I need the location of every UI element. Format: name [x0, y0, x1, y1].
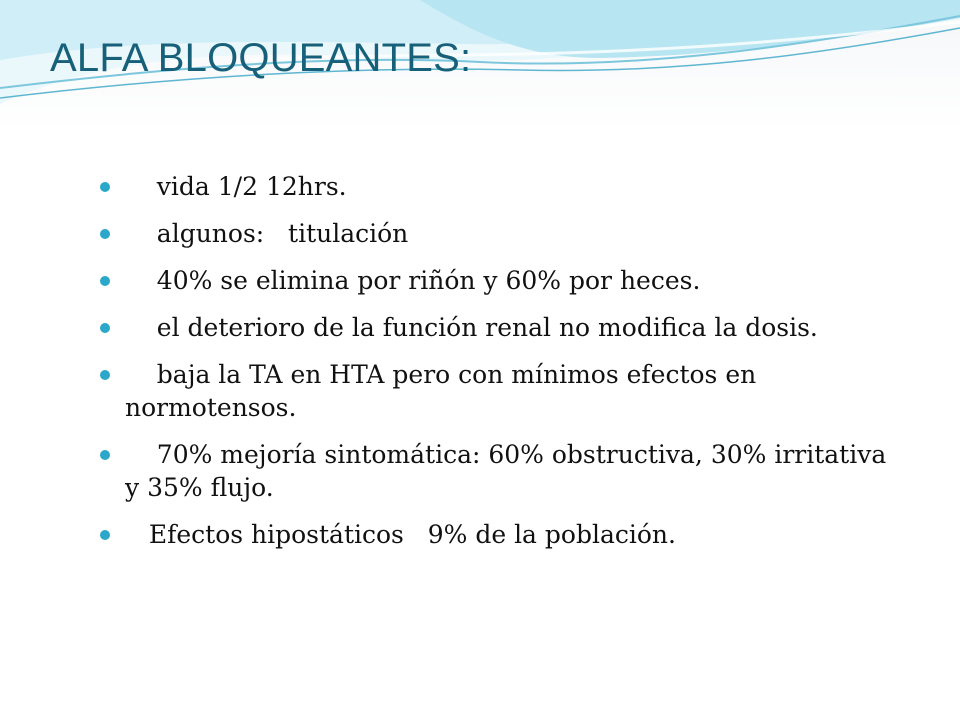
bullet-icon	[100, 276, 110, 286]
list-item	[100, 170, 900, 203]
bullet-text: 70% mejoría sintomática: 60% obstructiva, 30% irritativa y 35% flujo.	[125, 440, 895, 502]
bullet-icon	[100, 370, 110, 380]
bullet-icon	[100, 530, 110, 540]
bullet-text: Efectos hipostáticos 9% de la población.	[125, 520, 676, 549]
bullet-list	[100, 170, 900, 565]
bullet-text: vida 1/2 12hrs.	[125, 172, 347, 201]
bullet-icon	[100, 182, 110, 192]
bullet-text: el deterioro de la función renal no modifica la dosis.	[125, 313, 818, 342]
list-item	[100, 358, 900, 424]
list-item	[100, 518, 900, 551]
list-item	[100, 264, 900, 297]
slide-title: ALFA BLOQUEANTES:	[50, 36, 472, 80]
bullet-text: 40% se elimina por riñón y 60% por heces.	[125, 266, 701, 295]
bullet-icon	[100, 229, 110, 239]
bullet-icon	[100, 450, 110, 460]
bullet-icon	[100, 323, 110, 333]
list-item	[100, 311, 900, 344]
bullet-text: baja la TA en HTA pero con mínimos efectos en normotensos.	[125, 360, 765, 422]
list-item	[100, 217, 900, 250]
list-item	[100, 438, 900, 504]
bullet-text: algunos: titulación	[125, 219, 409, 248]
